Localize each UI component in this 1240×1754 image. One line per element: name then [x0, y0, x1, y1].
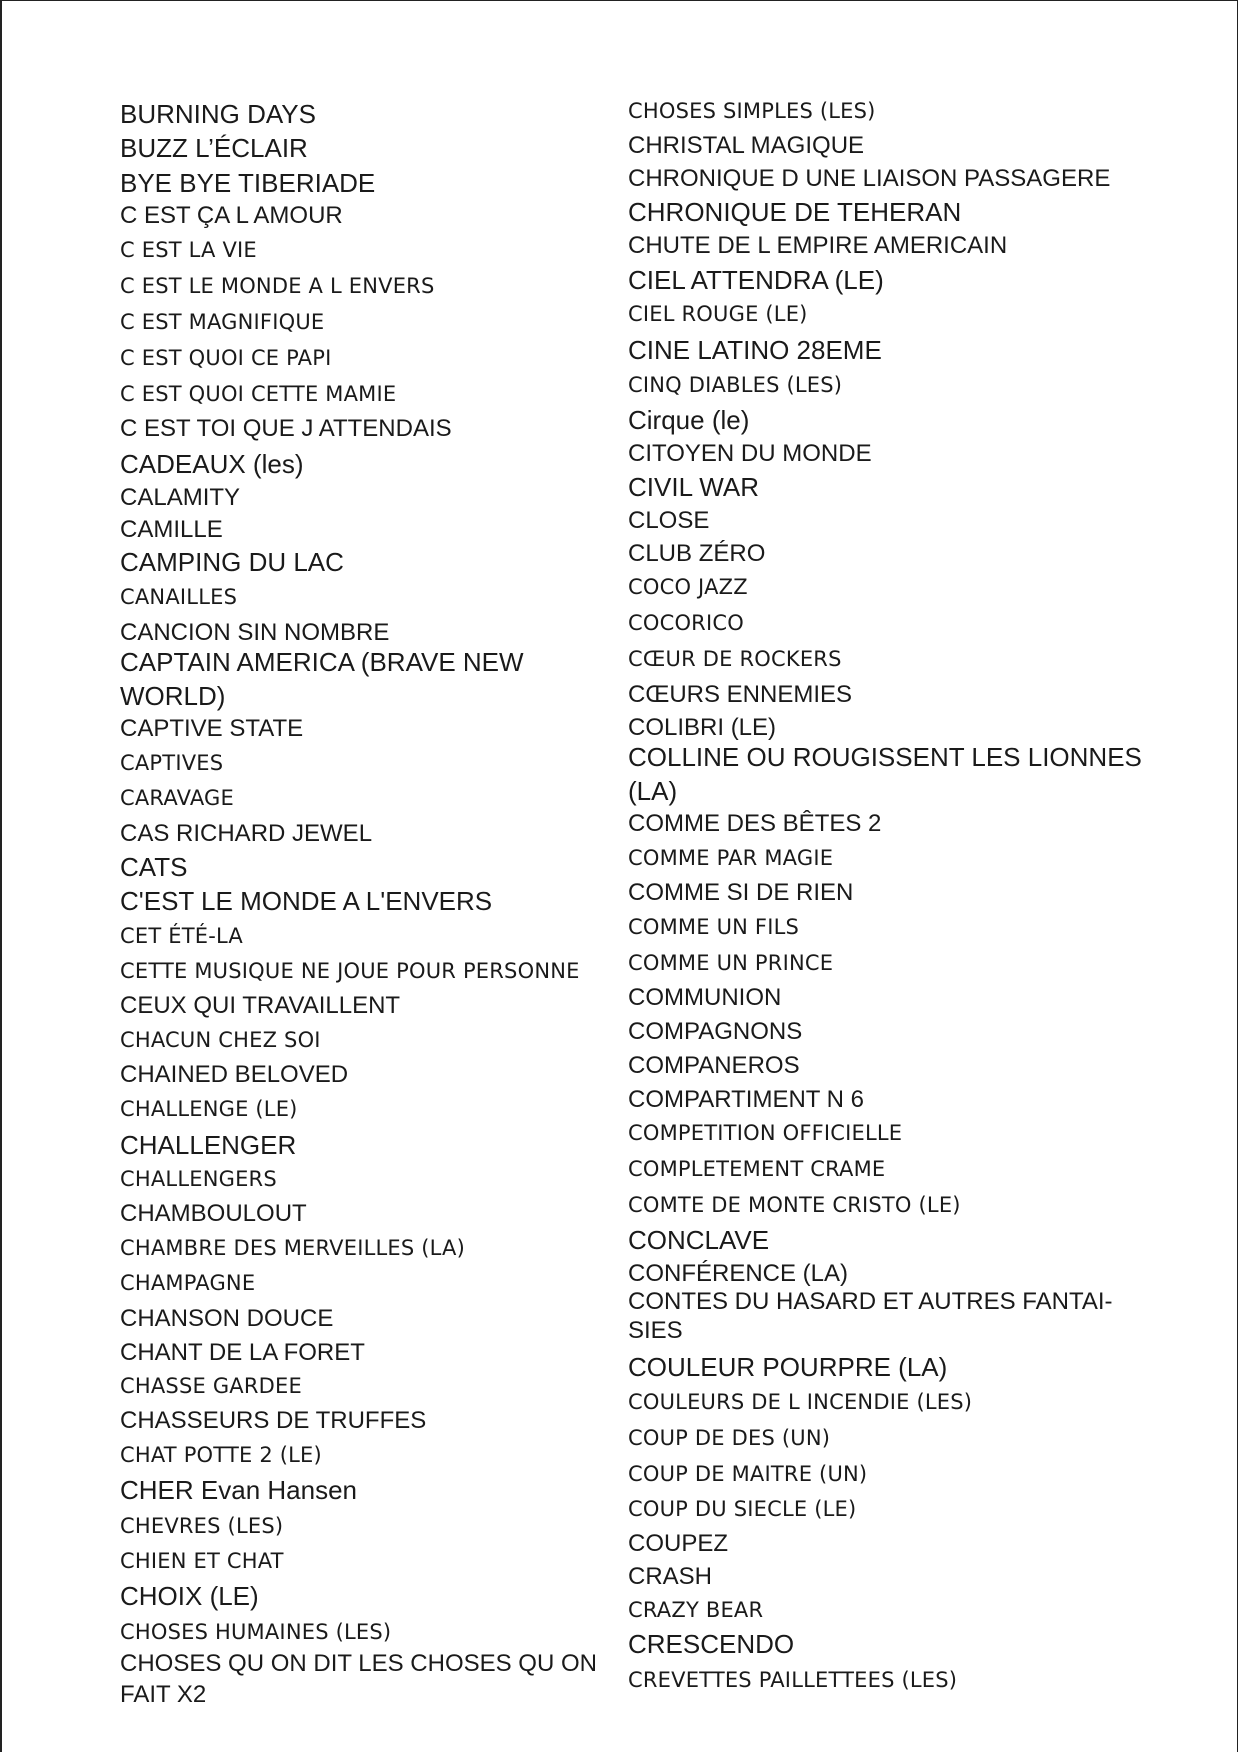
list-item: CET ÉTÉ-LA	[120, 924, 243, 948]
list-item: CONFÉRENCE (LA)	[628, 1260, 849, 1287]
list-item: CHAMBRE DES MERVEILLES (LA)	[120, 1236, 465, 1260]
list-item: C'EST LE MONDE A L'ENVERS	[120, 886, 493, 916]
list-item: CHRONIQUE D UNE LIAISON PASSAGERE	[628, 165, 1111, 192]
list-item: COMME UN FILS	[628, 915, 800, 939]
list-item: C EST QUOI CETTE MAMIE	[120, 382, 397, 406]
list-item: COUP DE MAITRE (UN)	[628, 1462, 868, 1486]
list-item: CHANSON DOUCE	[120, 1305, 334, 1332]
list-item: CATS	[120, 852, 188, 882]
list-item: CHEVRES (LES)	[120, 1514, 284, 1538]
list-item: CHER Evan Hansen	[120, 1475, 357, 1505]
list-item: BURNING DAYS	[120, 99, 316, 129]
list-item: CHOSES QU ON DIT LES CHOSES QU ON FAIT X2	[120, 1650, 597, 1709]
list-item: CINQ DIABLES (LES)	[628, 373, 843, 397]
list-item: COMPANEROS	[628, 1052, 800, 1079]
list-item: CONCLAVE	[628, 1225, 770, 1255]
list-item: CRASH	[628, 1563, 713, 1590]
list-item: CINE LATINO 28EME	[628, 335, 882, 365]
list-item: CHAT POTTE 2 (LE)	[120, 1443, 322, 1467]
list-item: CHASSE GARDEE	[120, 1374, 302, 1398]
list-item: CITOYEN DU MONDE	[628, 440, 872, 467]
list-item: CHALLENGER	[120, 1130, 297, 1160]
list-item: CLUB ZÉRO	[628, 540, 766, 567]
list-item: CETTE MUSIQUE NE JOUE POUR PERSONNE	[120, 959, 580, 983]
list-item: CHAINED BELOVED	[120, 1061, 349, 1088]
list-item: CHOSES HUMAINES (LES)	[120, 1620, 392, 1644]
list-item: CHRONIQUE DE TEHERAN	[628, 197, 962, 227]
list-item: CAS RICHARD JEWEL	[120, 820, 373, 847]
list-item: CAPTIVES	[120, 751, 224, 775]
list-item: CAPTIVE STATE	[120, 715, 304, 742]
list-item: COCO JAZZ	[628, 575, 748, 599]
list-item: COMTE DE MONTE CRISTO (LE)	[628, 1193, 961, 1217]
list-item: CIVIL WAR	[628, 472, 759, 502]
list-item: CREVETTES PAILLETTEES (LES)	[628, 1668, 958, 1692]
list-item: Cirque (le)	[628, 405, 750, 435]
list-item: CAMPING DU LAC	[120, 547, 344, 577]
list-item: COLIBRI (LE)	[628, 714, 777, 741]
list-item: CHALLENGE (LE)	[120, 1097, 298, 1121]
list-item: COULEUR POURPRE (LA)	[628, 1352, 948, 1382]
list-item: CAPTAIN AMERICA (BRAVE NEW WORLD)	[120, 647, 524, 711]
list-item: CHOSES SIMPLES (LES)	[628, 99, 876, 123]
list-item: COUP DE DES (UN)	[628, 1426, 831, 1450]
list-item: COMPETITION OFFICIELLE	[628, 1121, 903, 1145]
list-item: C EST QUOI CE PAPI	[120, 346, 332, 370]
list-item: CRESCENDO	[628, 1629, 795, 1659]
list-item: CŒURS ENNEMIES	[628, 681, 853, 708]
list-item: CHIEN ET CHAT	[120, 1549, 284, 1573]
list-item: COMPARTIMENT N 6	[628, 1086, 865, 1113]
list-item: CHOIX (LE)	[120, 1581, 259, 1611]
list-item: C EST LA VIE	[120, 238, 257, 262]
list-item: CAMILLE	[120, 516, 223, 543]
list-item: COMME PAR MAGIE	[628, 846, 834, 870]
list-item: CADEAUX (les)	[120, 449, 304, 479]
list-item: CLOSE	[628, 507, 710, 534]
list-item: COMPLETEMENT CRAME	[628, 1157, 886, 1181]
list-item: CRAZY BEAR	[628, 1598, 764, 1622]
list-item: CALAMITY	[120, 484, 241, 511]
list-item: COMPAGNONS	[628, 1018, 803, 1045]
list-item: COMMUNION	[628, 984, 782, 1011]
list-item: C EST ÇA L AMOUR	[120, 202, 343, 229]
list-item: COMME SI DE RIEN	[628, 879, 854, 906]
list-item: BUZZ L’ÉCLAIR	[120, 133, 308, 163]
list-item: COULEURS DE L INCENDIE (LES)	[628, 1390, 973, 1414]
list-item: COCORICO	[628, 611, 744, 635]
list-item: CEUX QUI TRAVAILLENT	[120, 992, 401, 1019]
list-item: CIEL ROUGE (LE)	[628, 302, 808, 326]
list-item: CŒUR DE ROCKERS	[628, 647, 842, 671]
list-item: CHASSEURS DE TRUFFES	[120, 1407, 427, 1434]
list-item: C EST MAGNIFIQUE	[120, 310, 325, 334]
list-item: CHUTE DE L EMPIRE AMERICAIN	[628, 232, 1008, 259]
list-item: C EST LE MONDE A L ENVERS	[120, 274, 435, 298]
list-item: COMME UN PRINCE	[628, 951, 834, 975]
list-item: CHRISTAL MAGIQUE	[628, 132, 865, 159]
list-item: CHACUN CHEZ SOI	[120, 1028, 321, 1052]
list-item: COUP DU SIECLE (LE)	[628, 1497, 857, 1521]
list-item: COMME DES BÊTES 2	[628, 810, 882, 837]
list-item: COUPEZ	[628, 1530, 729, 1557]
list-item: CANCION SIN NOMBRE	[120, 619, 390, 646]
list-item: CIEL ATTENDRA (LE)	[628, 265, 884, 295]
list-item: CANAILLES	[120, 585, 238, 609]
list-item: CHALLENGERS	[120, 1167, 277, 1191]
list-item: BYE BYE TIBERIADE	[120, 168, 376, 198]
list-item: CARAVAGE	[120, 786, 234, 810]
list-item: CHAMPAGNE	[120, 1271, 256, 1295]
list-item: COLLINE OU ROUGISSENT LES LIONNES (LA)	[628, 742, 1142, 806]
list-item: CHAMBOULOUT	[120, 1200, 307, 1227]
list-item: CONTES DU HASARD ET AUTRES FANTAI-SIES	[628, 1288, 1113, 1344]
list-item: CHANT DE LA FORET	[120, 1339, 365, 1366]
list-item: C EST TOI QUE J ATTENDAIS	[120, 415, 452, 442]
